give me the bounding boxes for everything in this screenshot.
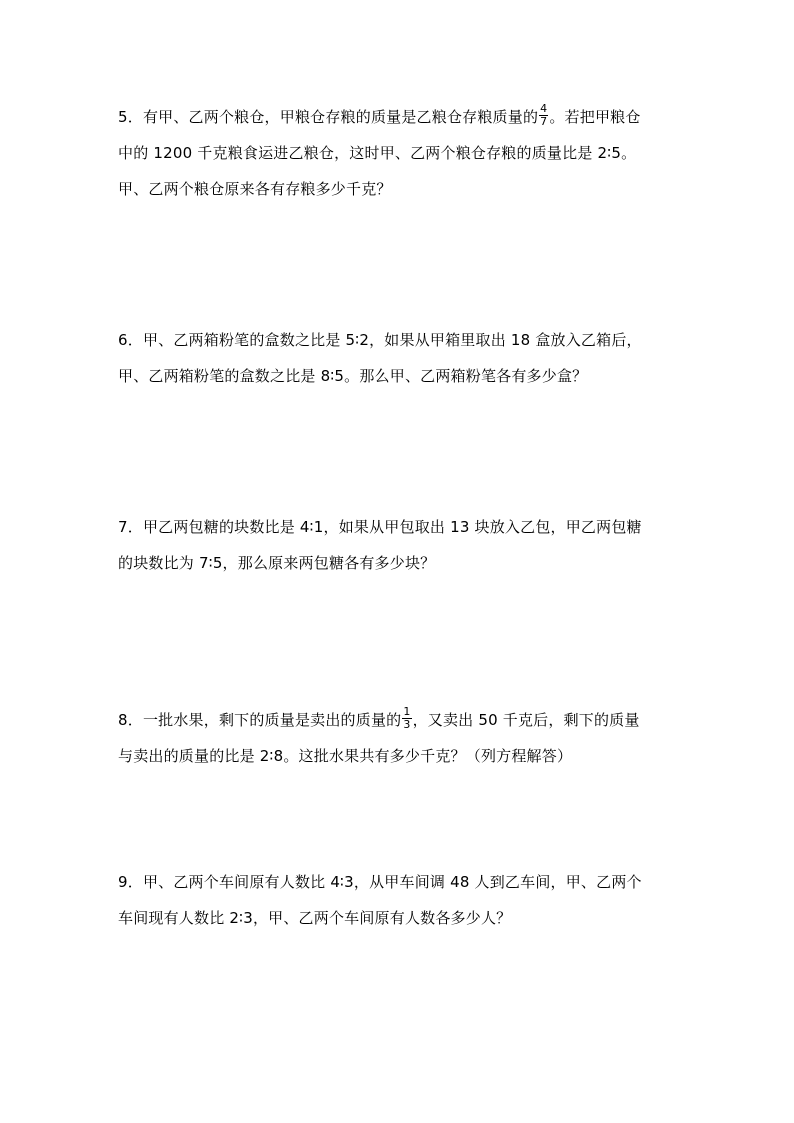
fraction-numerator: 1: [403, 705, 411, 718]
problem-9: [118, 864, 678, 936]
problem-6-line-2: 甲、乙两箱粉笔的盒数之比是 8∶5。那么甲、乙两箱粉笔各有多少盒？: [118, 367, 588, 385]
problem-7: [118, 509, 678, 581]
fraction-four-sevenths: [539, 103, 548, 128]
problem-8-text-after-fraction: ，又卖出 50 千克后，剩下的质量: [412, 711, 640, 729]
problem-8-line-1: [118, 702, 678, 738]
problem-7-line-2: 的块数比为 7∶5，那么原来两包糖各有多少块？: [118, 554, 436, 572]
problem-8-line-2: 与卖出的质量的比是 2∶8。这批水果共有多少千克？（列方程解答）: [118, 747, 573, 765]
fraction-numerator: 4: [540, 102, 548, 115]
fraction-one-third: [402, 706, 411, 731]
problem-8: [118, 702, 678, 774]
problem-5-line-1: [118, 99, 678, 135]
fraction-denominator: 7: [540, 115, 548, 128]
problem-5-text-after-fraction: 。若把甲粮仓: [549, 108, 641, 126]
fraction-denominator: 3: [403, 718, 411, 731]
problem-6: [118, 322, 678, 394]
problem-5-line-2: 中的 1200 千克粮食运进乙粮仓，这时甲、乙两个粮仓存粮的质量比是 2∶5。: [118, 144, 637, 162]
problem-5-line-3: 甲、乙两个粮仓原来各有存粮多少千克？: [118, 180, 392, 198]
problem-6-line-1: 6．甲、乙两箱粉笔的盒数之比是 5∶2，如果从甲箱里取出 18 盒放入乙箱后，: [118, 331, 642, 349]
problem-9-line-2: 车间现有人数比 2∶3，甲、乙两个车间原有人数各多少人？: [118, 909, 512, 927]
problem-8-text-before-fraction: 8．一批水果，剩下的质量是卖出的质量的: [118, 711, 402, 729]
problem-7-line-1: 7．甲乙两包糖的块数比是 4∶1，如果从甲包取出 13 块放入乙包，甲乙两包糖: [118, 518, 642, 536]
problem-5-text-before-fraction: 5．有甲、乙两个粮仓，甲粮仓存粮的质量是乙粮仓存粮质量的: [118, 108, 539, 126]
problem-5: [118, 99, 678, 207]
problem-9-line-1: 9．甲、乙两个车间原有人数比 4∶3，从甲车间调 48 人到乙车间，甲、乙两个: [118, 873, 642, 891]
